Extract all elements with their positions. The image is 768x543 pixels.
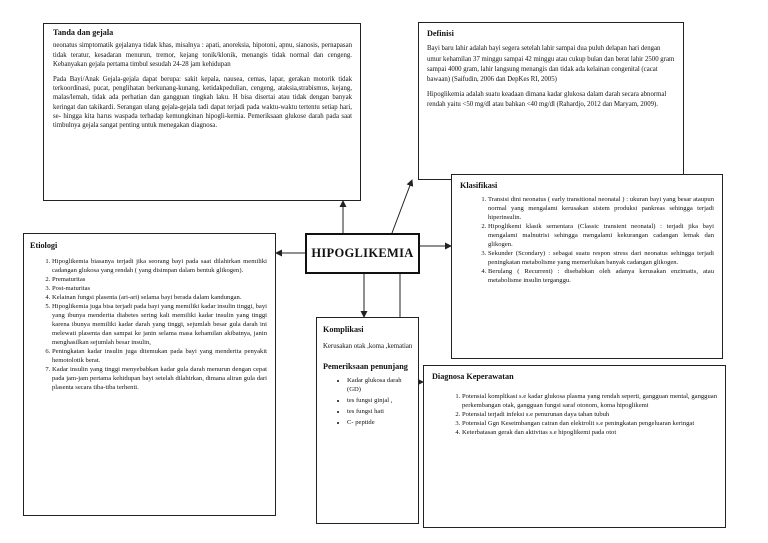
- tanda-dan-gejala-title: Tanda dan gejala: [53, 28, 114, 37]
- diagnosa-item: 4. Keterbatasan gerak dan aktivitas s.e hipoglikemi pada otot: [462, 429, 717, 438]
- diagnosa-item: 1. Potensial komplikasi s.e kadar glukosa plasma yang rendah seperti, gangguan mental, gangguan perkembangan otak, gangguan fungsi saraf otonom, koma hipoglikemi: [462, 393, 717, 411]
- diagnosa-item: 2. Potensial terjadi infeksi s.e penurunan daya tahan tubuh: [462, 411, 717, 420]
- etiologi-box: [23, 233, 276, 516]
- central-topic-node: [305, 233, 420, 274]
- klasifikasi-title: Klasifikasi: [460, 181, 498, 190]
- diagnosa-keperawatan-box: [423, 365, 726, 528]
- diagnosa-item: 3. Potensial Ggn Keseimbangan cairan dan elektrolit s.e peningkatan pengeluaran keringat: [462, 420, 717, 429]
- tanda-dan-gejala-paragraph-1: neonatus simptomatik gejalanya tidak khas, misalnya : apati, anoreksia, hipotoni, apnu, sianosis, pernapasan tidak teratur, kesadaran menurun, tremor, kejang tonik/klonik, menangis tidak normal dan cengeng. Kebanyakan gejala pertama timbul sesudah 24-28 jam kehidupan: [53, 42, 352, 69]
- klasifikasi-item: 4. Berulang ( Recurrent) : disebabkan oleh adanya kerusakan enzimatis, atau metabolisme insulin terganggu.: [488, 268, 714, 286]
- central-topic-label: HIPOGLIKEMIA: [311, 246, 414, 260]
- etiologi-list: [30, 258, 267, 392]
- etiologi-item: 7. Kadar insulin yang tinggi menyebabkan kadar gula darah menurun dengan cepat pada jam-jam pertama kehidupan bayi setelah dilahirkan, dimana aliran gula dari plasenta secara tiba-tiba terhenti.: [52, 366, 267, 393]
- klasifikasi-item: 1. Transisi dini neonatus ( early transitional neonatal ) : ukuran bayi yang besar ataupun normal yang mengalami kerusakan sistem produksi pankreas sehingga terjadi hiperinsulin.: [488, 196, 714, 223]
- etiologi-item: 1. Hipoglikemia biasanya terjadi jika seorang bayi pada saat dilahirkan memiliki cadangan glukosa yang rendah ( yang disimpan dalam bentuk glikogen).: [52, 258, 267, 276]
- definisi-box: [418, 22, 684, 180]
- komplikasi-text: Kerusakan otak ,koma ,kematian: [323, 343, 413, 351]
- pemeriksaan-penunjang-list: [323, 377, 413, 428]
- tanda-dan-gejala-paragraph-2: Pada Bayi/Anak Gejala-gejala dapat berupa: sakit kepala, nausea, cemas, lapar, gerakan motorik tidak terkoordinasi, pucat, penglihatan berkunang-kunang, ketidakpedulian, cengeng, ataksia,strabismus, kejang, malas/lemah, tidak ada perhatian dan gangguan tingkah laku. H bisa disertai atau tidak dengan banyak keringat dan takikardi. Serangan ulang gejala-gejala tadi dapat terjadi pada waktu-waktu tertentu setiap hari, se- hingga kita harus waspada terhadap kemungkinan hipogli-kemia. Pemeriksaan glukose darah pada saat timbulnya gejala sangat penting untuk menegakan diagnosa.: [53, 75, 352, 130]
- komplikasi-title: Komplikasi: [323, 325, 364, 334]
- etiologi-item: 6. Peningkatan kadar insulin juga ditemukan pada bayi yang menderita penyakit hemotolotik berat.: [52, 348, 267, 366]
- penunjang-item: • Kadar glukosa darah (GD): [347, 377, 413, 395]
- etiologi-item: 4. Kelainan fungsi plasenta (ari-ari) selama bayi berada dalam kandungan.: [52, 294, 267, 303]
- definisi-paragraph-1: Bayi baru lahir adalah bayi segera setelah lahir sampai dua puluh delapan hari dengan umur kehamilan 37 minggu sampai 42 minggu atau cukup bulan dan berat lahir 2500 gram sampai 4000 gram, lahir langsung menangis dan tidak ada kelainan congenital (cacat bawaan) (Saifudin, 2006 dan DepKes RI, 2005): [427, 45, 675, 83]
- klasifikasi-item: 3. Sekunder (Scondary) : sebagai suatu respon stress dari neonatus sehingga terjadi peningkatan metabolisme yang memerlukan banyak cadangan glikogen.: [488, 250, 714, 268]
- penunjang-item: • C- peptide: [347, 419, 413, 428]
- etiologi-title: Etiologi: [30, 241, 58, 250]
- penunjang-item: • tes fungsi ginjal ,: [347, 397, 413, 406]
- diagnosa-keperawatan-list: [432, 393, 717, 438]
- arrow-to-definisi: [392, 180, 412, 233]
- komplikasi-box: [316, 317, 419, 524]
- etiologi-item: 5. Hipoglikemia juga bisa terjadi pada bayi yang memiliki kadar insulin tinggi, bayi yang ibunya menderita diabetes sering kali memiliki kadar insulin yang tinggi karena ibunya memiliki kadar darah yang tinggi, sejumlah besar gula darah ini melewati plasenta dan sampai ke janin selama masa kehamilan akibatnya, janin menghasilkan sejumlah besar insulin,: [52, 303, 267, 348]
- tanda-dan-gejala-box: [43, 23, 361, 201]
- klasifikasi-box: [451, 174, 723, 359]
- definisi-paragraph-2: Hipoglikemia adalah suatu keadaan dimana kadar glukosa dalam darah secara abnormal rendah yaitu <50 mg/dl atau bahkan <40 mg/dl (Rahardjo, 2012 dan Maryam, 2009).: [427, 91, 667, 109]
- definisi-title: Definisi: [427, 29, 454, 38]
- diagnosa-keperawatan-title: Diagnosa Keperawatan: [432, 372, 514, 381]
- klasifikasi-item: 2. Hipoglikemi klasik sementara (Classic transient neonatal) : terjadi jika bayi mengalami malnutrisi sehingga mengalami kekurangan cadangan lemak dan glikogen.: [488, 223, 714, 250]
- etiologi-item: 2. Prematuritas: [52, 276, 267, 285]
- klasifikasi-list: [460, 196, 714, 286]
- penunjang-item: • tes fungsi hati: [347, 408, 413, 417]
- etiologi-item: 3. Post-maturitas: [52, 285, 267, 294]
- pemeriksaan-penunjang-title: Pemeriksaan penunjang: [323, 361, 408, 371]
